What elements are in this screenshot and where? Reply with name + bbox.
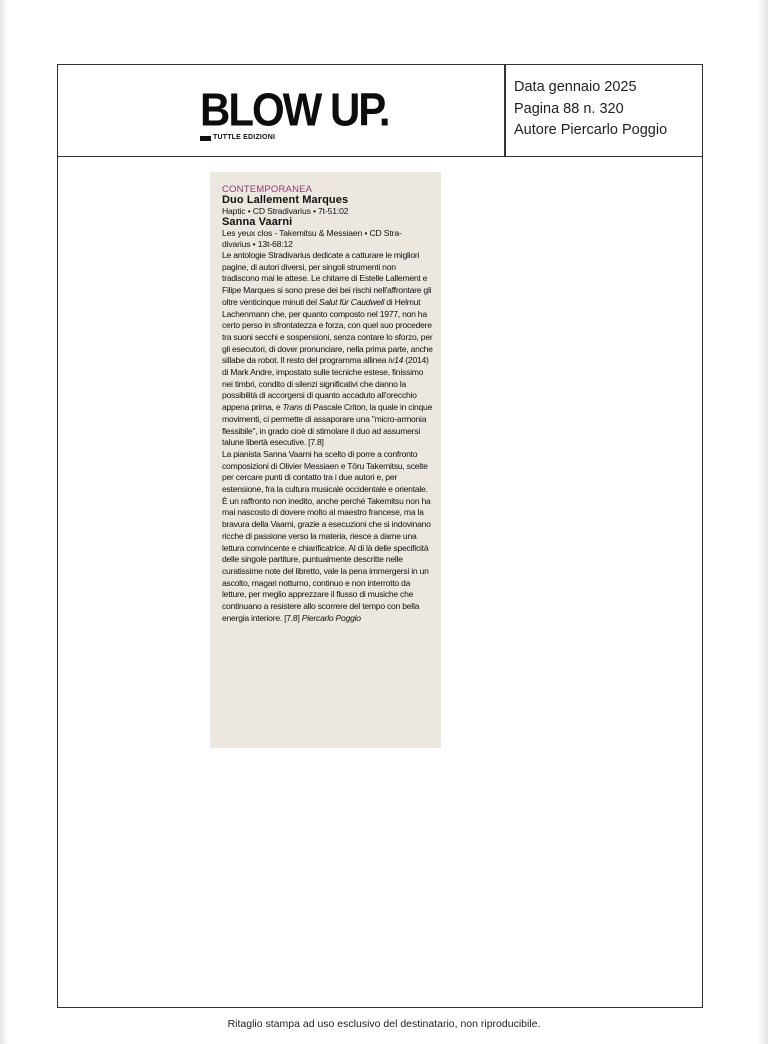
- review-text: La pianista Sanna Vaarni ha scelto di porre a confronto composizioni di Olivier Messiaen e Tōru Takemitsu, scelte per cercare punti di contatto tra i due autori e, per estensione, fra la cultura musicale occidentale e orientale. È un raffronto non inedito, anche perché Takemitsu non ha mai nascosto di dovere molto al maestro francese, ma la bravura della Vaarni, grazie a esecuzioni che si indovinano ricche di passione verso la materia, riesce a darne una lettura convincente e chiarificatrice. Al di là delle specificità delle singole partiture, puntualmente descritte nelle curatissime note del libretto, vale la pena immergersi in un ascolto, magari notturno, continuo e non interrotto da letture, per meglio apprezzare il flusso di musiche che continuano a resistere allo scorrere del tempo con bella energia interiore. [7.8]: [222, 448, 431, 623]
- page-edge-shadow-left: [0, 0, 8, 1044]
- work-title: iv14: [388, 355, 404, 366]
- magazine-logo: [200, 83, 400, 143]
- review-text: (2014) di Mark Andre, impostato sulle tecniche estese, finissimo nei timbri, condito di silenzi significativi che danno la possibilità di accorgersi di quanto accaduto all'orecchio appena prima, e: [222, 355, 429, 413]
- work-title: Trans: [282, 402, 303, 413]
- magazine-logo-text: BLOW UP.: [200, 83, 389, 136]
- album-title: Sanna Vaarni: [222, 216, 293, 228]
- logo-edition-text: TUTTLE EDIZIONI: [213, 134, 276, 141]
- work-title: Salut für Caudwell: [318, 296, 385, 307]
- publication-meta: [514, 77, 667, 142]
- review-paragraph: [222, 250, 434, 449]
- publication-date: Data gennaio 2025: [514, 79, 637, 95]
- review-text: di Pascale Criton, la quale in cinque movimenti, ci permette di assaporare una "micro-armonia flessibile", in grado cioè di stimolare il duo ad assumersi talune libertà esecutive. [7.8]: [222, 402, 433, 448]
- section-label: CONTEMPORANEA: [222, 184, 313, 195]
- article-clipping: [210, 172, 441, 748]
- album-info-line: divarius • 13t-68:12: [222, 239, 293, 249]
- album-info: Haptic • CD Stradivarius • 7t-51:02: [222, 206, 349, 216]
- review-paragraph: [222, 449, 434, 625]
- clipping-header: [58, 65, 702, 157]
- header-divider: [504, 65, 506, 157]
- review-text: di Helmut Lachenmann che, per quanto composto nel 1977, non ha certo perso in sfrontatezza e forza, con quel suo procedere tra suoni secchi e sospensioni, senza contare lo sforzo, per gli esecutori, di dover pronunciare, nella prima parte, anche sillabe da robot. Il resto del programma allinea: [222, 296, 433, 366]
- footer-disclaimer: Ritaglio stampa ad uso esclusivo del destinatario, non riproducibile.: [227, 1018, 541, 1030]
- page-edge-shadow-right: [758, 0, 768, 1044]
- publication-author: Autore Piercarlo Poggio: [514, 122, 668, 138]
- publication-page: Pagina 88 n. 320: [514, 100, 624, 117]
- album-info-line: Les yeux clos - Takemitsu & Messiaen • CD Stra-: [222, 228, 402, 238]
- publisher-mark-icon: [200, 136, 211, 141]
- review-text: Le antologie Stradivarius dedicate a catturare le migliori pagine, di autori diversi, per singoli strumenti non tradiscono mai le attese. Le chitarre di Estelle Lallement e Filipe Marques si sono prese dei bei rischi nell'affrontare gli oltre venticinque minuti del: [222, 250, 432, 307]
- album-title: Duo Lallement Marques: [222, 194, 349, 206]
- review-body: [222, 250, 434, 625]
- logo-edition-line: [200, 134, 275, 142]
- author-signature: Piercarlo Poggio: [301, 612, 361, 623]
- album-info: [222, 228, 434, 250]
